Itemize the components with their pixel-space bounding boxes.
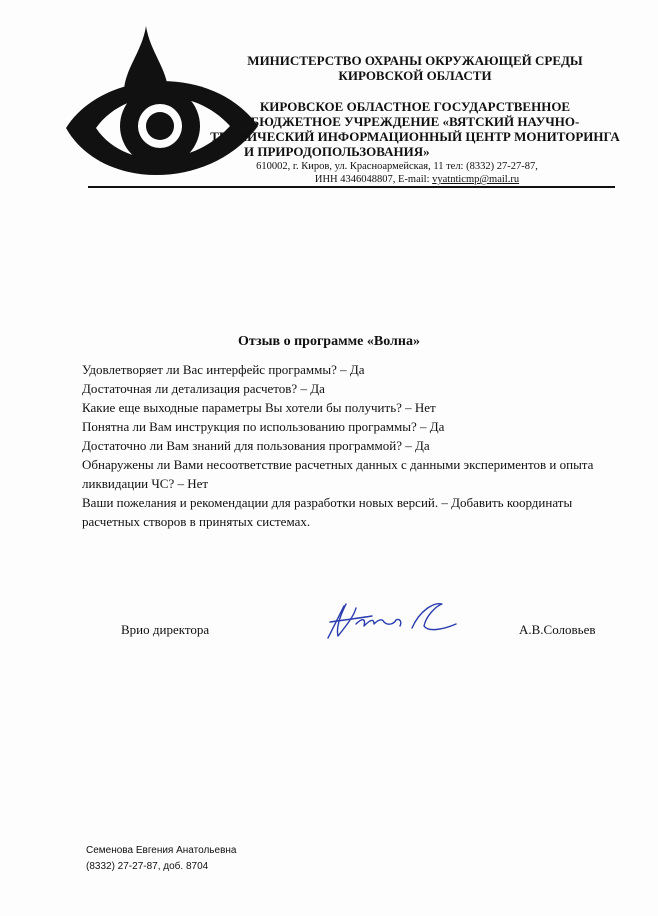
organization-name: [190, 99, 640, 159]
ministry-line-2: КИРОВСКОЙ ОБЛАСТИ: [338, 68, 492, 83]
executor-contact: [86, 843, 236, 875]
address-block: [232, 160, 562, 186]
review-body: [82, 360, 602, 531]
document-title: Отзыв о программе «Волна»: [238, 334, 420, 349]
recommendations-line-2: расчетных створов в принятых системах.: [82, 514, 311, 529]
recommendations-line-1: Ваши пожелания и рекомендации для разработки новых версий. – Добавить координаты: [82, 495, 573, 510]
handwritten-signature: [316, 596, 466, 646]
org-line-4: И ПРИРОДОПОЛЬЗОВАНИЯ»: [244, 144, 430, 159]
answer-discrepancy-line-2: ликвидации ЧС? – Нет: [82, 476, 209, 491]
address-line-2: [232, 173, 562, 186]
answer-output-parameters: Какие еще выходные параметры Вы хотели бы получить? – Нет: [82, 400, 436, 415]
answer-discrepancy-line-1: Обнаружены ли Вами несоответствие расчетных данных с данными экспериментов и опыта: [82, 457, 594, 472]
signer-position: Врио директора: [121, 622, 210, 637]
answer-knowledge: Достаточно ли Вам знаний для пользования программой? – Да: [82, 438, 430, 453]
org-line-3: ТЕХНИЧЕСКИЙ ИНФОРМАЦИОННЫЙ ЦЕНТР МОНИТОРИНГА: [210, 129, 620, 144]
org-line-1: КИРОВСКОЕ ОБЛАСТНОЕ ГОСУДАРСТВЕННОЕ: [259, 99, 571, 114]
header-divider: [88, 186, 615, 188]
email-link[interactable]: vyatnticmp@mail.ru: [432, 174, 520, 185]
executor-phone: (8332) 27-27-87, доб. 8704: [86, 861, 209, 872]
answer-instructions: Понятна ли Вам инструкция по использованию программы? – Да: [82, 419, 445, 434]
answer-detail: Достаточная ли детализация расчетов? – Да: [82, 381, 325, 396]
inn-and-email-label: ИНН 4346048807, E-mail:: [314, 174, 433, 185]
organization-header: [190, 53, 640, 159]
signer-name: А.В.Соловьев: [519, 622, 596, 637]
org-line-2: БЮДЖЕТНОЕ УЧРЕЖДЕНИЕ «ВЯТСКИЙ НАУЧНО-: [250, 114, 580, 129]
ministry-line-1: МИНИСТЕРСТВО ОХРАНЫ ОКРУЖАЮЩЕЙ СРЕДЫ: [247, 53, 583, 68]
answer-interface: Удовлетворяет ли Вас интерфейс программы? – Да: [82, 362, 365, 377]
ministry-name: [190, 53, 640, 83]
executor-name: Семенова Евгения Анатольевна: [86, 845, 237, 856]
address-line-1: 610002, г. Киров, ул. Красноармейская, 11 тел: (8332) 27-27-87,: [256, 161, 538, 172]
